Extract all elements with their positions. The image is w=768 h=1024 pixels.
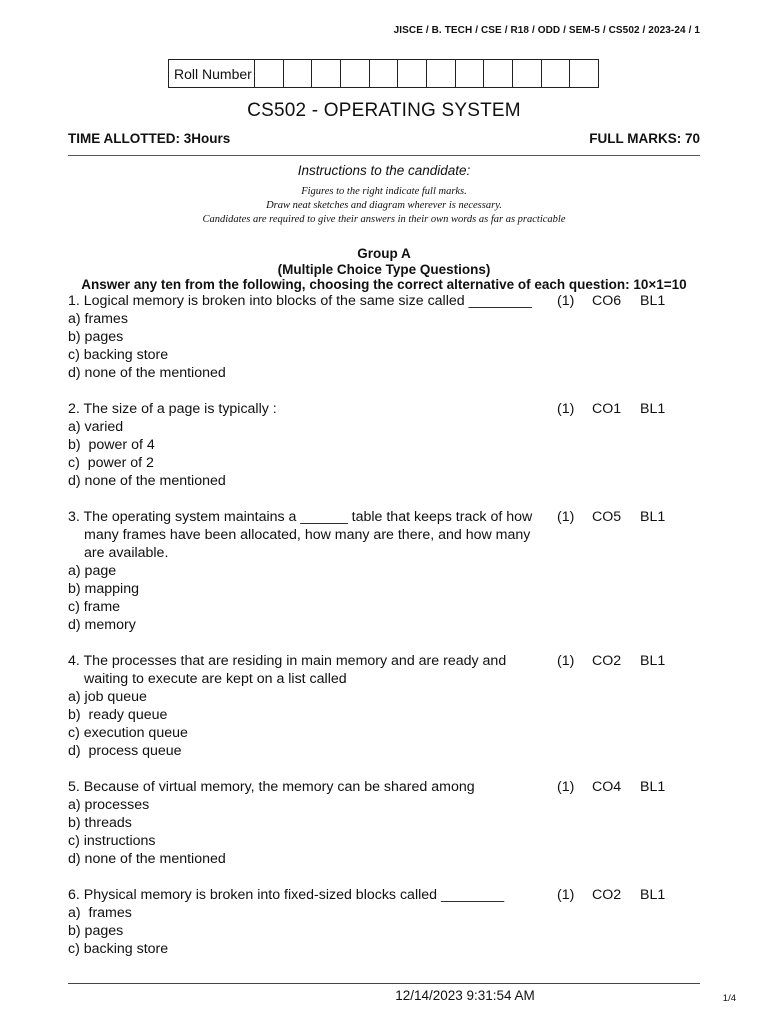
question-option: b) pages [68,329,124,345]
question-stem: 1. Logical memory is broken into blocks of the same size called ________ [68,293,532,309]
question-option: a) varied [68,419,124,435]
footer-divider [68,983,700,984]
roll-number-cell [484,60,513,87]
question-option: a) frames [68,905,132,921]
question-option: b) ready queue [68,707,168,723]
full-marks: FULL MARKS: 70 [589,131,700,146]
roll-number-cell [284,60,313,87]
group-name: Group A [357,246,411,261]
question-meta [557,652,680,670]
question-meta [557,400,680,418]
question-item [68,292,708,382]
question-bl: BL1 [640,653,666,669]
question-bl: BL1 [640,401,666,417]
group-instruction: Answer any ten from the following, choosing the correct alternative of each question: 10×1=10 [81,277,687,292]
question-co: CO6 [592,293,622,309]
question-marks: (1) [557,401,575,417]
question-item [68,508,708,634]
group-heading [0,246,768,293]
question-option: c) execution queue [68,725,188,741]
footer-datetime: 12/14/2023 9:31:54 AM [395,988,535,1003]
question-option: b) threads [68,815,132,831]
question-option: d) memory [68,617,136,633]
question-stem: 4. The processes that are residing in main memory and are ready and waiting to execute are kept on a list called [68,653,507,687]
page-title: CS502 - OPERATING SYSTEM [247,100,521,121]
question-stem: 6. Physical memory is broken into fixed-sized blocks called ________ [68,887,505,903]
question-marks: (1) [557,887,575,903]
divider [68,155,700,156]
question-option: a) processes [68,797,150,813]
page-number: 1/4 [722,993,736,1004]
question-bl: BL1 [640,509,666,525]
question-item [68,778,708,868]
question-option: b) mapping [68,581,139,597]
roll-number-box [168,59,599,88]
roll-number-cell [542,60,571,87]
roll-number-cell [570,60,598,87]
question-option: d) none of the mentioned [68,473,226,489]
question-co: CO4 [592,779,622,795]
question-option: c) power of 2 [68,455,154,471]
question-marks: (1) [557,653,575,669]
question-bl: BL1 [640,887,666,903]
question-meta [557,886,680,904]
roll-number-cell [398,60,427,87]
question-bl: BL1 [640,779,666,795]
question-option: c) backing store [68,347,169,363]
time-allotted: TIME ALLOTTED: 3Hours [68,131,231,146]
roll-number-cell [341,60,370,87]
question-option: c) backing store [68,941,169,957]
exam-meta-line [68,131,700,146]
group-type: (Multiple Choice Type Questions) [277,261,491,277]
instructions-list [0,185,768,227]
roll-number-cell [456,60,485,87]
question-co: CO2 [592,653,622,669]
question-option: b) pages [68,923,124,939]
instruction-line: Figures to the right indicate full marks. [301,186,467,197]
question-co: CO1 [592,401,622,417]
question-co: CO5 [592,509,622,525]
roll-number-cell [427,60,456,87]
question-stem: 3. The operating system maintains a ______ table that keeps track of how many frames have been allocated, how many are there, and how many are available. [68,509,533,561]
question-stem: 2. The size of a page is typically : [68,401,277,417]
roll-number-cell [255,60,284,87]
question-item [68,886,708,958]
question-option: a) frames [68,311,128,327]
question-item [68,400,708,490]
question-marks: (1) [557,509,575,525]
instruction-line: Draw neat sketches and diagram wherever is necessary. [266,200,502,211]
question-list [68,292,708,976]
question-option: b) power of 4 [68,437,155,453]
roll-number-cell [370,60,399,87]
question-meta [557,508,680,526]
question-option: a) page [68,563,117,579]
question-co: CO2 [592,887,622,903]
question-item [68,652,708,760]
question-bl: BL1 [640,293,666,309]
question-option: d) process queue [68,743,182,759]
roll-number-label: Roll Number [169,60,255,87]
exam-header-code: JISCE / B. TECH / CSE / R18 / ODD / SEM-5 / CS502 / 2023-24 / 1 [393,25,700,36]
instructions-title: Instructions to the candidate: [297,163,471,178]
question-marks: (1) [557,293,575,309]
question-option: d) none of the mentioned [68,851,226,867]
question-meta [557,778,680,796]
question-option: d) none of the mentioned [68,365,226,381]
roll-number-cell [312,60,341,87]
question-option: a) job queue [68,689,147,705]
question-marks: (1) [557,779,575,795]
question-meta [557,292,680,310]
question-option: c) frame [68,599,121,615]
instruction-line: Candidates are required to give their answers in their own words as far as practicable [202,214,566,225]
question-option: c) instructions [68,833,156,849]
roll-number-cell [513,60,542,87]
question-stem: 5. Because of virtual memory, the memory can be shared among [68,779,475,795]
